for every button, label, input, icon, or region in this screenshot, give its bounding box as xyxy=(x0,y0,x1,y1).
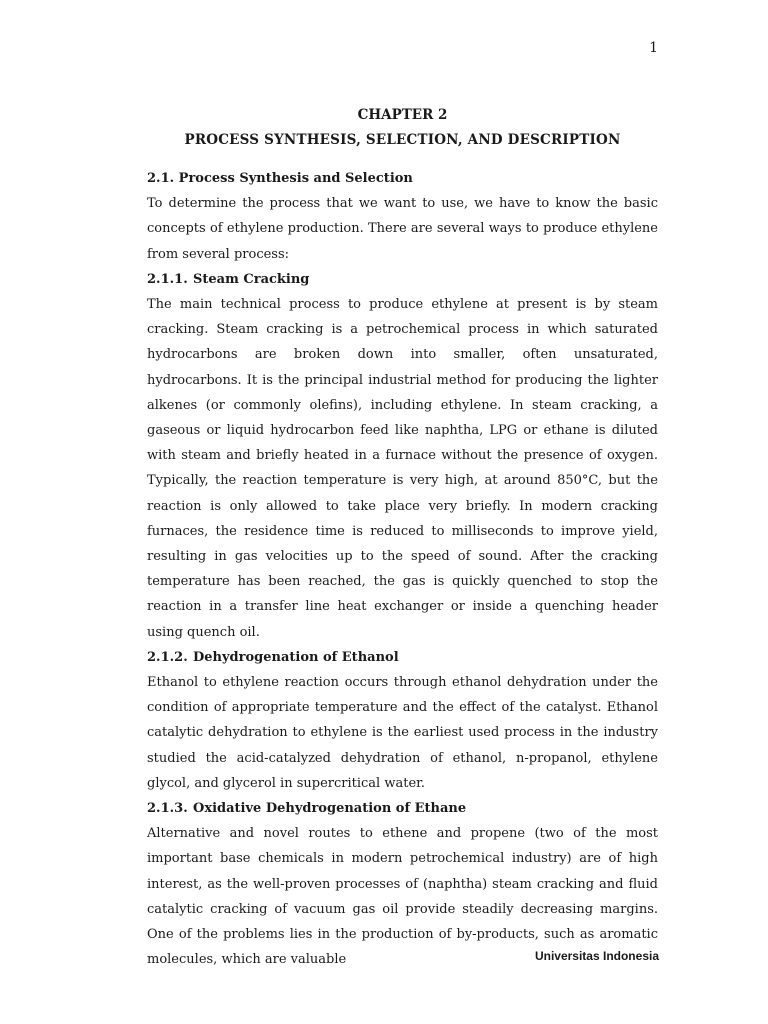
subsection-text-dehydrogenation-ethanol: Ethanol to ethylene reaction occurs through ethanol dehydration under the condition of appropriate temperature and the effect of the catalyst. Ethanol catalytic dehydration to ethylene is the earliest used process in the industry studied the acid-catalyzed dehydration of ethanol, n-propanol, ethylene glycol, and glycerol in supercritical water. xyxy=(147,675,658,791)
subsection-text-oxidative-dehydrogenation: Alternative and novel routes to ethene and propene (two of the most important base chemicals in modern petrochemical industry) are of high interest, as the well-proven processes of (naphtha) steam cracking and fluid catalytic cracking of vacuum gas oil provide steadily decreasing margins. One of the problems lies in the production of by-products, such as aromatic molecules, which are valuable xyxy=(147,826,658,968)
subsection-title: Oxidative Dehydrogenation of Ethane xyxy=(193,801,467,817)
subsection-number: 2.1.2. xyxy=(147,649,188,665)
chapter-title: PROCESS SYNTHESIS, SELECTION, AND DESCRIPTION xyxy=(184,132,621,148)
subsection-heading-oxidative-dehydrogenation xyxy=(147,796,658,821)
subsection-number: 2.1.1. xyxy=(147,271,188,287)
page-number: 1 xyxy=(649,40,658,56)
document-body xyxy=(147,103,658,973)
subsection-heading-dehydrogenation-ethanol xyxy=(147,645,658,670)
section-intro: To determine the process that we want to use, we have to know the basic concepts of ethylene production. There are several ways to produce ethylene from several process: xyxy=(147,196,658,262)
subsection-heading-steam-cracking xyxy=(147,267,658,292)
subsection-title: Steam Cracking xyxy=(193,271,310,287)
section-heading: 2.1. Process Synthesis and Selection xyxy=(147,171,413,186)
chapter-label: CHAPTER 2 xyxy=(357,107,448,123)
subsection-text-steam-cracking: The main technical process to produce ethylene at present is by steam cracking. Steam cracking is a petrochemical process in which saturated hydrocarbons are broken down into smaller, often unsaturated, hydrocarbons. It is the principal industrial method for producing the lighter alkenes (or commonly olefins), including ethylene. In steam cracking, a gaseous or liquid hydrocarbon feed like naphtha, LPG or ethane is diluted with steam and briefly heated in a furnace without the presence of oxygen. Typically, the reaction temperature is very high, at around 850°C, but the reaction is only allowed to take place very briefly. In modern cracking furnaces, the residence time is reduced to milliseconds to improve yield, resulting in gas velocities up to the speed of sound. After the cracking temperature has been reached, the gas is quickly quenched to stop the reaction in a transfer line heat exchanger or inside a quenching header using quench oil. xyxy=(147,297,658,640)
subsection-number: 2.1.3. xyxy=(147,801,188,817)
subsection-title: Dehydrogenation of Ethanol xyxy=(193,649,399,665)
footer-institution: Universitas Indonesia xyxy=(534,949,659,963)
